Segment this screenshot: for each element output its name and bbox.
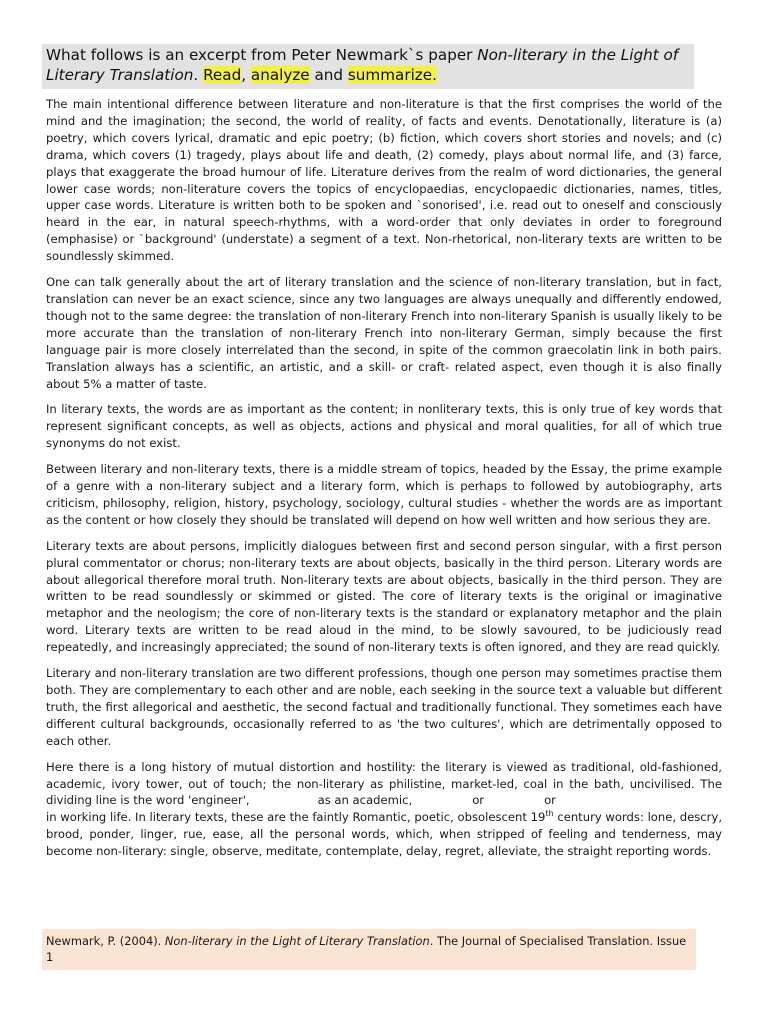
intro-after-title: .	[193, 66, 204, 84]
citation-suffix: . The Journal of Specialised Translation. Issue 1	[46, 934, 687, 964]
p7-part3: or	[472, 793, 485, 808]
paper-title: Non-literary in the Light of Literary Translation	[46, 46, 679, 84]
p7-superscript: th	[545, 809, 554, 819]
intro-instruction	[42, 44, 694, 89]
citation-prefix: Newmark, P. (2004).	[46, 934, 165, 948]
paragraph-3: In literary texts, the words are as important as the content; in nonliterary texts, this is only true of key words that represent significant concepts, as well as objects, actions and physical and moral qualities, for all of which true synonyms do not exist.	[46, 402, 722, 451]
p7-part6: century words: lone, descry, brood, ponder, linger, rue, ease, all the personal words, which, when stripped of feeling and tenderness, may become non-literary: single, observe, meditate, contemplate, delay, regret, alleviate, the straight reporting words.	[46, 810, 722, 859]
excerpt-body	[46, 96, 722, 869]
paragraph-7	[46, 759, 722, 860]
paragraph-5: Literary texts are about persons, implicitly dialogues between first and second person singular, with a first person plural commentator or chorus; non-literary texts are about objects, basically in the third person. Literary words are about allegorical therefore moral truth. Non-literary texts are about objects, basically in the third person. They are written to be read soundlessly or skimmed or gisted. The core of literary texts is the original or imaginative metaphor and the neologism; the core of non-literary texts is the standard or explanatory metaphor and the plain word. Literary texts are written to be read aloud in the mind, to be slowly savoured, to be judiciously read repeatedly, and increasingly appreciated; the sound of non-literary texts is often ignored, and they are read quickly.	[46, 538, 722, 655]
citation-title: Non-literary in the Light of Literary Translation	[164, 934, 430, 948]
citation	[42, 929, 696, 970]
paragraph-6: Literary and non-literary translation are two different professions, though one person may sometimes practise them both. They are complementary to each other and are noble, each seeking in the source text a valuable but different truth, the first allegorical and aesthetic, the second factual and traditionally functional. They sometimes each have different cultural backgrounds, occasionally referred to as 'the two cultures', which are detrimentally opposed to each other.	[46, 666, 722, 748]
paragraph-4: Between literary and non-literary texts, there is a middle stream of topics, headed by the Essay, the prime example of a genre with a non-literary subject and a literary form, which is perhaps to followed by autobiography, arts criticism, philosophy, religion, history, psychology, sociology, cultural studies - whether the words are as important as the content or how closely they should be translated will depend on how well written and how serious they are.	[46, 462, 722, 527]
paragraph-2: One can talk generally about the art of literary translation and the science of non-literary translation, but in fact, translation can never be an exact science, since any two languages are always unequally and differently endowed, though not to the same degree: the translation of non-literary French into non-literary Spanish is usually likely to be more accurate than the translation of non-literary French into non-literary German, simply because the first language pair is more closely interrelated than the second, in spite of the common graecolatin link in both pairs. Translation always has a scientific, an artistic, and a skill- or craft- related aspect, even though it is also finally about 5% a matter of taste.	[46, 275, 722, 391]
p7-part5: in working life. In literary texts, these are the faintly Romantic, poetic, obsolescent 19	[46, 810, 546, 825]
highlight-summarize: summarize.	[347, 66, 437, 84]
p7-part4: or	[544, 793, 556, 808]
p7-part2: as an academic,	[317, 793, 413, 808]
highlight-read: Read	[203, 66, 242, 84]
intro-sep1: ,	[241, 66, 251, 84]
p7-part1: Here there is a long history of mutual distortion and hostility: the literary is viewed as traditional, old-fashioned, academic, ivory tower, out of touch; the non-literary as philistine, market-led, coal in the bath, uncivilised. The dividing line is the word 'engineer',	[46, 759, 722, 808]
intro-sep2: and	[309, 66, 348, 84]
paragraph-1: The main intentional difference between literature and non-literature is that the first comprises the world of the mind and the imagination; the second, the world of reality, of facts and events. Denotationally, literature is (a) poetry, which covers lyrical, dramatic and epic poetry; (b) fiction, which covers short stories and novels; and (c) drama, which covers (1) tragedy, plays about life and death, (2) comedy, plays about normal life, and (3) farce, plays that exaggerate the broad humour of life. Literature derives from the realm of word dictionaries, the general lower case words; non-literature covers the topics of encyclopaedias, encyclopaedic dictionaries, names, titles, upper case words. Literature is written both to be spoken and `sonorised', i.e. read out to oneself and consciously heard in the ear, in natural speech-rhythms, with a word-order that only deviates in order to foreground (emphasise) or `background' (understate) a segment of a text. Non-rhetorical, non-literary texts are written to be soundlessly skimmed.	[46, 97, 722, 264]
intro-prefix: What follows is an excerpt from Peter Newmark`s paper	[46, 46, 478, 64]
highlight-analyze: analyze	[250, 66, 310, 84]
